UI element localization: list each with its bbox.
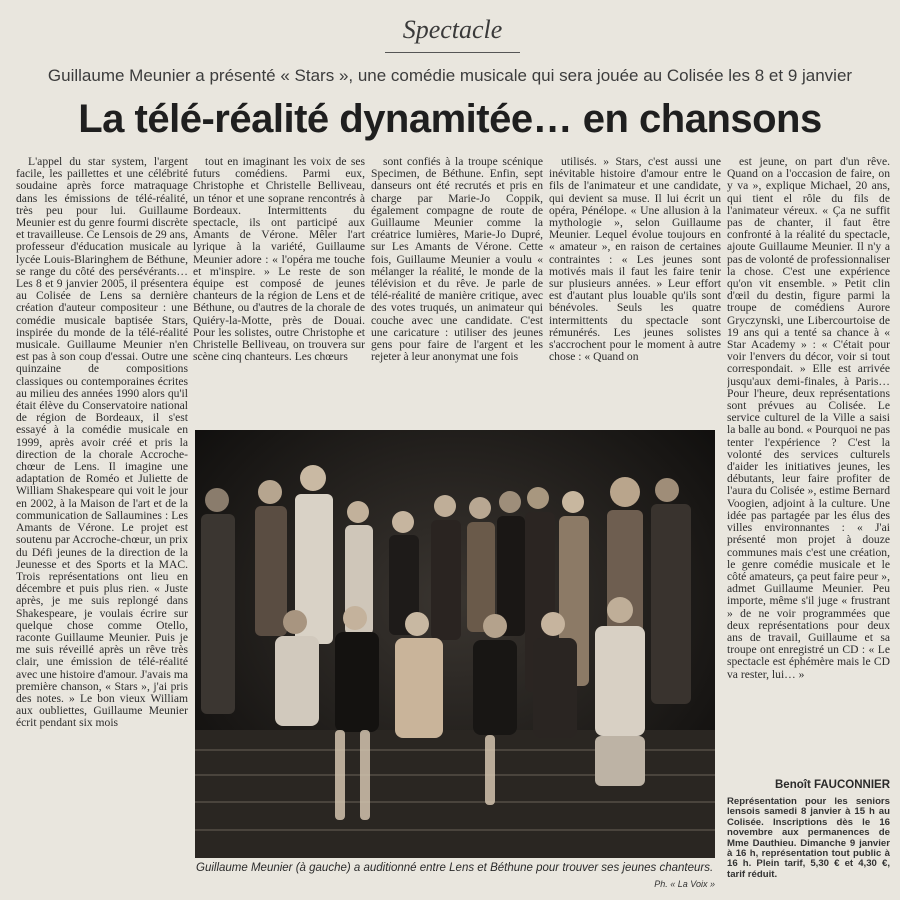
section-rubric — [385, 8, 520, 53]
group-photo-illustration — [195, 430, 715, 858]
article-column-5 — [727, 156, 890, 786]
photo-credit: Ph. « La Voix » — [654, 879, 715, 889]
author-signature: Benoît FAUCONNIER — [775, 779, 890, 791]
column-4-text: utilisés. » Stars, c'est aussi une inévitable histoire d'amour entre le fils de l'animateur et une candidate, qui devient sa muse. Il lui écrit un opéra, Pénélope. « Une allusion à la mythologie », selon Guillaume Meunier. Lequel évolue toujours en « amateur », en raison de certaines contraintes : « Les jeunes sont motivés mais il faut les faire tenir sur plusieurs années. » Leur effort est d'autant plus louable qu'ils sont bénévoles. Seuls les quatre intermittents du spectacle sont rémunérés. Les jeunes solistes s'accrochent pour le moment à autre chose : « Quand on — [549, 156, 721, 364]
article-column-2 — [193, 156, 365, 424]
practical-info-box: Représentation pour les seniors lensois samedi 8 janvier à 15 h au Colisée. Inscriptions dès le 16 novembre aux permanences de Mme Dauthieu. Dimanche 9 janvier à 16 h, représentation tout public à 16 h. Plein tarif, 5,30 € et 4,30 €, tarif réduit. — [727, 796, 890, 880]
rubric-label: Spectacle — [402, 15, 503, 44]
column-5-text: est jeune, on part d'un rêve. Quand on a l'occasion de faire, on y va », explique Michael, 20 ans, qui tient el rôle du fils de l'animateur véreux. « Ça ne suffit pas de chanter, il faut être confronté à la réalité du spectacle, ajoute Guillaume Meunier. Il n'y a pas de volonté de professionnaliser la chose. C'est une expérience qu'on vit ensemble. » Petit clin d'œil du destin, figure parmi la troupe de comédiens Aurore Gryczynski, une Libercourtoise de 19 ans qui a tenté sa chance à « Star Academy » : « C'était pour voir l'envers du décor, voir si tout correspondait. » Elle est arrivée jusqu'aux demi-finales, à Paris… Pour l'heure, deux représentations sont prévues au Colisée. Le service culturel de la Ville a saisi la balle au bond. « Pourquoi ne pas tenter l'expérience ? C'est la volonté des services culturels d'aider les initiatives jeunes, les débutants, leur faire profiter de l'aura du Colisée », estime Bernard Voogien, adjoint à la culture. Une idée pas partagée par les élus des villes environnantes : « J'ai présenté mon projet à douze communes mais c'est une création, le genre comédie musicale et le côté amateurs, ça peut faire peur », admet Guillaume Meunier. Peu importe, même s'il juge « frustrant » de ne voir programmées que deux représentations pour deux ans de travail, Guillaume et sa troupe ont enregistré un CD : « Le spectacle est éphémère mais le CD va rester, lui… » — [727, 156, 890, 681]
article-kicker: Guillaume Meunier a présenté « Stars », une comédie musicale qui sera jouée au Colisée les 8 et 9 janvier — [47, 66, 853, 85]
column-3-text: sont confiés à la troupe scénique Specimen, de Béthune. Enfin, sept danseurs ont été recrutés et pris en charge par Marie-Jo Coppik, également compagne de route de Guillaume Meunier comme la créatrice lumières, Marie-Jo Dupré, sur Les Amants de Vérone. Cette fois, Guillaume Meunier a voulu « mélanger la réalité, le monde de la télévision et du rêve. Je parle de télé-réalité de manière critique, avec des votes truqués, un animateur qui couche avec une candidate. C'est une caricature : utiliser des jeunes gens pour faire de l'argent et les rejeter à leur anonymat une fois — [371, 156, 543, 364]
article-column-3 — [371, 156, 543, 424]
column-2-text: tout en imaginant les voix de ses futurs comédiens. Parmi eux, Christophe et Christelle Belliveau, un ténor et une soprane rencontrés à Bordeaux. Intermittents du spectacle, ils ont participé aux Amants de Vérone. Mêler l'art lyrique à la variété, Guillaume Meunier adore : « l'opéra me touche et m'inspire. » Le reste de son équipe est composé de jeunes chanteurs de la région de Lens et de Béthune, ou d'autres de la chorale de Quiéry-la-Motte, près de Douai. Pour les solistes, outre Christophe et Christelle Belliveau, on trouvera sur scène cinq chanteurs. Les chœurs — [193, 156, 365, 364]
article-headline: La télé-réalité dynamitée… en chansons — [78, 97, 822, 141]
photo-caption: Guillaume Meunier (à gauche) a auditionné entre Lens et Béthune pour trouver ses jeunes chanteurs. — [196, 862, 714, 874]
article-column-4 — [549, 156, 721, 424]
article-column-1 — [16, 156, 188, 891]
group-photo — [195, 430, 715, 858]
column-1-text: L'appel du star system, l'argent facile, les paillettes et une célébrité soudaine après force matraquage dans les émissions de télé-réalité, très peu pour lui. Guillaume Meunier est du genre fourmi discrète et travailleuse. Ce Lensois de 29 ans, professeur d'éducation musicale au lycée Louis-Blaringhem de Béthune, se range du côté des persévérants… Les 8 et 9 janvier 2005, il présentera au Colisée de Lens sa dernière création d'auteur compositeur : une comédie musicale baptisée Stars, inspirée du monde de la télé-réalité musicale. Guillaume Meunier n'en est pas à son coup d'essai. Outre une quinzaine de compositions classiques ou contemporaines écrites au milieu des années 1990 alors qu'il était élève du Conservatoire national de région de Bordeaux, il s'est essayé à la comédie musicale en 1999, après avoir créé et pris la direction de la chorale Accroche-chœur de Lens. Il imagine une adaptation de Roméo et Juliette de William Shakespeare qui voit le jour en 2002, à la Maison de l'art et de la communication de Sallaumines : Les Amants de Vérone. Le projet est soutenu par Accroche-chœur, un prix du Défi jeunes de la direction de la Jeunesse et des Sports et la MAC. Trois représentations ont lieu en décembre et puis plus rien. « Juste après, je me suis replongé dans Shakespeare, je voulais écrire sur quelque chose comme Otello, raconte Guillaume Meunier. Puis je me suis réveillé après un rêve très clair, une émission de télé-réalité avec une histoire d'amour. J'avais ma première chanson, « Stars », j'ai pris des notes. » Le bon vieux William aux oubliettes, Guillaume Meunier écrit pendant six mois — [16, 156, 188, 730]
